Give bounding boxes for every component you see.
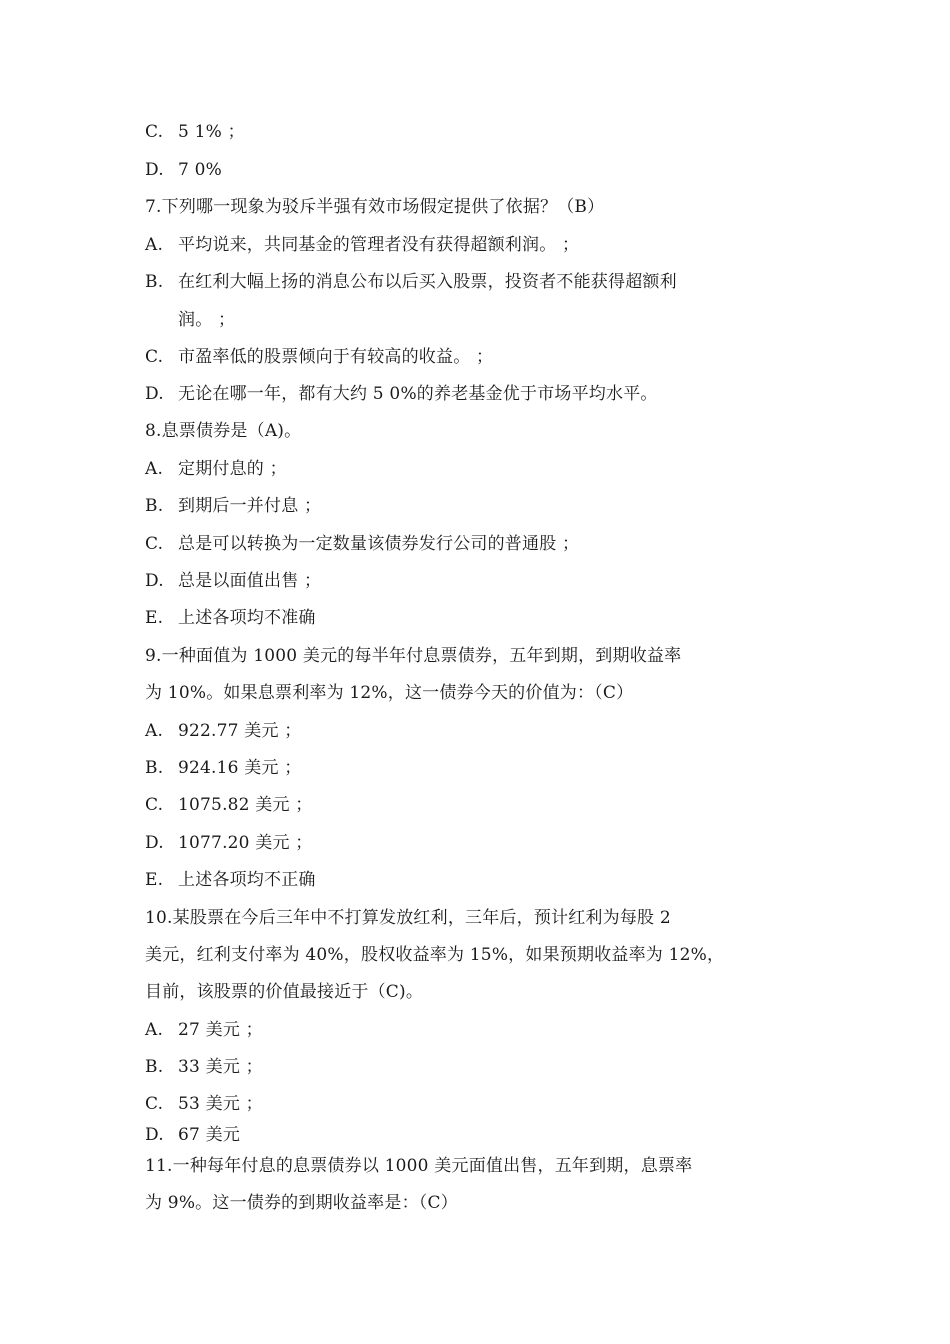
option-letter: B. — [145, 1057, 164, 1077]
q10-option-d — [145, 1124, 240, 1146]
option-text: 924.16 美元 ； — [178, 758, 302, 778]
q8-option-c — [145, 533, 579, 555]
question-10-continuation-2: 目前，该股票的价值最接近于（C)。 — [145, 982, 424, 1002]
q9-option-a — [145, 720, 302, 742]
q8-option-d — [145, 570, 321, 592]
option-letter: A. — [145, 1020, 164, 1040]
option-text: 33 美元 ； — [178, 1057, 263, 1077]
q7-option-b-continuation: 润。 ； — [178, 310, 236, 330]
option-letter: A. — [145, 721, 164, 741]
q7-option-a — [145, 234, 579, 256]
option-text: 在红利大幅上扬的消息公布以后买入股票，投资者不能获得超额利 — [178, 272, 677, 292]
option-letter: D. — [145, 833, 164, 853]
option-letter: C. — [145, 1094, 164, 1114]
option-text: 7 0% — [178, 160, 222, 180]
q10-option-a — [145, 1019, 263, 1041]
option-text: 总是可以转换为一定数量该债券发行公司的普通股 ； — [178, 534, 580, 554]
option-letter: E. — [145, 608, 164, 628]
option-text: 5 1% ； — [178, 122, 245, 142]
option-text: 922.77 美元 ； — [178, 721, 302, 741]
option-letter: B. — [145, 758, 164, 778]
question-9-continuation: 为 10%。如果息票利率为 12%，这一债券今天的价值为：（C） — [145, 683, 634, 703]
q7-option-b — [145, 271, 677, 293]
option-letter: D. — [145, 571, 164, 591]
q8-option-a — [145, 458, 287, 480]
q8-option-e — [145, 607, 316, 629]
option-letter: D. — [145, 384, 164, 404]
q6-option-c — [145, 121, 245, 143]
option-text: 无论在哪一年，都有大约 5 0%的养老基金优于市场平均水平。 — [178, 384, 658, 404]
question-11-continuation: 为 9%。这一债券的到期收益率是：（C） — [145, 1193, 458, 1213]
q7-option-d — [145, 383, 658, 405]
option-text: 27 美元 ； — [178, 1020, 263, 1040]
question-9: 9.一种面值为 1000 美元的每半年付息票债券，五年到期，到期收益率 — [145, 646, 682, 666]
q9-option-b — [145, 757, 302, 779]
option-text: 上述各项均不准确 — [178, 608, 316, 628]
q9-option-e — [145, 869, 316, 891]
option-text: 市盈率低的股票倾向于有较高的收益。 ； — [178, 347, 494, 367]
option-letter: C. — [145, 534, 164, 554]
option-letter: D. — [145, 160, 164, 180]
option-text: 1077.20 美元 ； — [178, 833, 313, 853]
option-text: 67 美元 — [178, 1125, 241, 1145]
option-text: 到期后一并付息 ； — [178, 496, 322, 516]
q9-option-c — [145, 794, 313, 816]
q8-option-b — [145, 495, 321, 517]
question-8: 8.息票债券是（A)。 — [145, 421, 302, 441]
option-text: 1075.82 美元 ； — [178, 795, 313, 815]
question-11: 11.一种每年付息的息票债券以 1000 美元面值出售，五年到期，息票率 — [145, 1156, 693, 1176]
q10-option-c — [145, 1093, 263, 1115]
option-letter: C. — [145, 795, 164, 815]
q6-option-d — [145, 159, 222, 181]
option-text: 平均说来，共同基金的管理者没有获得超额利润。 ； — [178, 235, 580, 255]
option-letter: A. — [145, 235, 164, 255]
option-text: 总是以面值出售 ； — [178, 571, 322, 591]
q7-option-c — [145, 346, 493, 368]
option-letter: B. — [145, 496, 164, 516]
option-letter: B. — [145, 272, 164, 292]
question-10: 10.某股票在今后三年中不打算发放红利，三年后，预计红利为每股 2 — [145, 908, 671, 928]
option-text: 上述各项均不正确 — [178, 870, 316, 890]
option-letter: C. — [145, 347, 164, 367]
option-letter: C. — [145, 122, 164, 142]
question-7: 7.下列哪一现象为驳斥半强有效市场假定提供了依据？（B） — [145, 197, 605, 217]
question-10-continuation-1: 美元，红利支付率为 40%，股权收益率为 15%，如果预期收益率为 12%， — [145, 945, 725, 965]
option-text: 定期付息的 ； — [178, 459, 287, 479]
option-text: 53 美元 ； — [178, 1094, 263, 1114]
option-letter: D. — [145, 1125, 164, 1145]
q9-option-d — [145, 832, 313, 854]
option-letter: E. — [145, 870, 164, 890]
option-letter: A. — [145, 459, 164, 479]
q10-option-b — [145, 1056, 263, 1078]
